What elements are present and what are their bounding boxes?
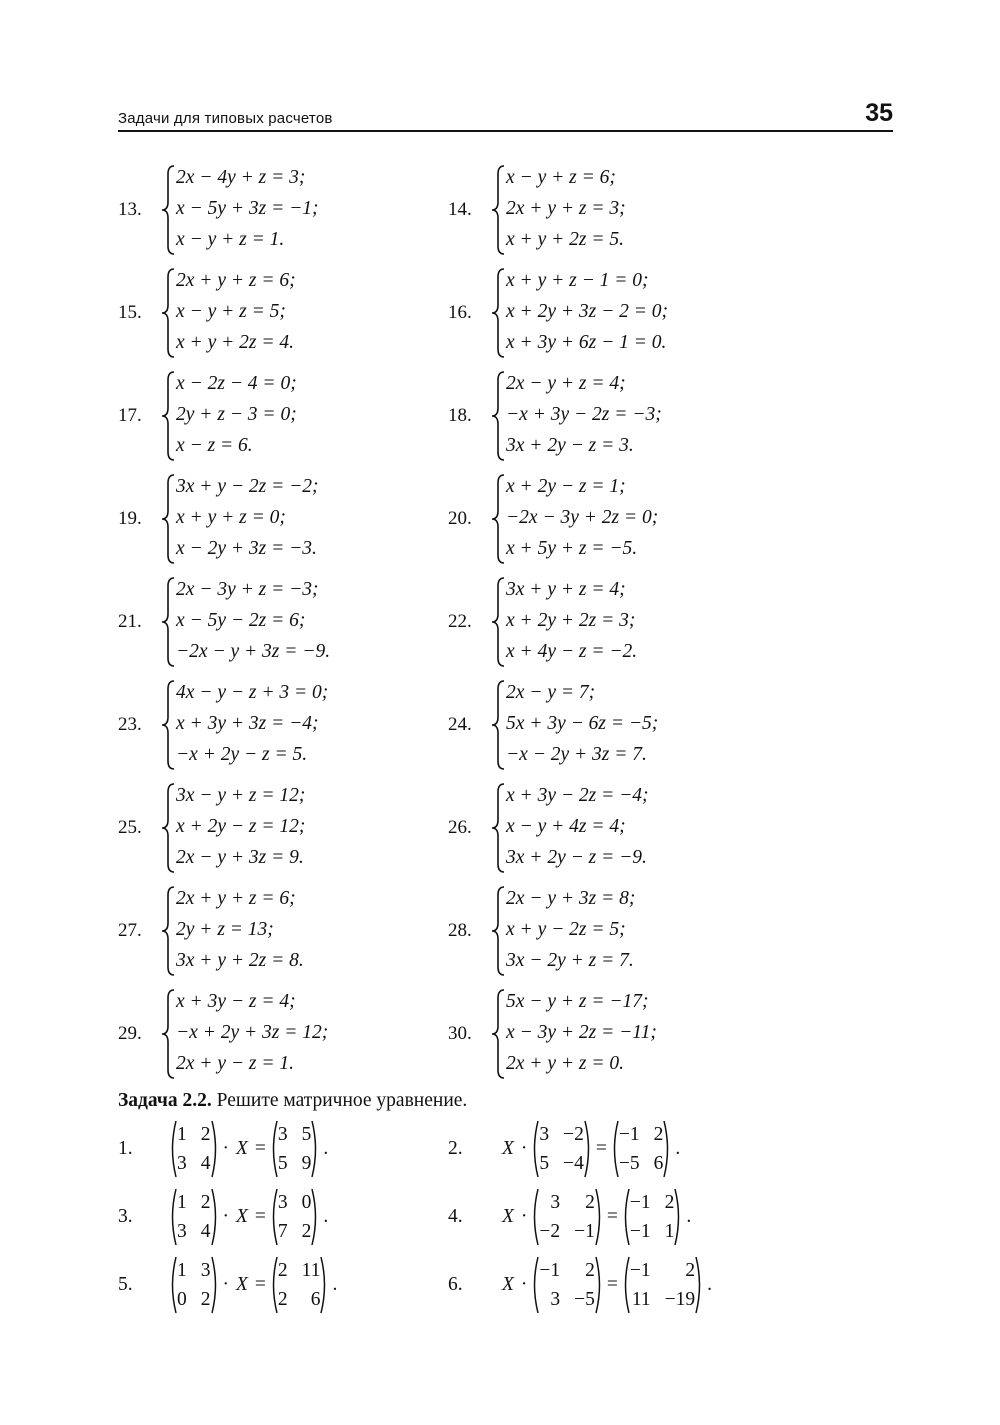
equation-system-13 [118, 162, 438, 258]
equation: 2x − 4y + z = 3; [176, 167, 306, 188]
left-paren-icon [168, 1188, 177, 1246]
problem-number: 1. [118, 1138, 133, 1159]
equations [506, 368, 662, 461]
problem-number: 16. [448, 302, 472, 323]
matrix-cell: 2 [200, 1124, 211, 1145]
right-paren-icon [311, 1188, 320, 1246]
problem-number: 26. [448, 817, 472, 838]
matrix-cell: 2 [277, 1289, 288, 1310]
equation-system-27 [118, 883, 438, 979]
equations [176, 368, 297, 461]
left-brace-icon [160, 473, 176, 565]
matrix-cell: 6 [310, 1289, 321, 1310]
matrix-equation-2 [448, 1118, 683, 1180]
matrix-cell: 2 [200, 1289, 211, 1310]
right-paren-icon [695, 1256, 704, 1314]
matrix-cell: −2 [539, 1221, 561, 1242]
dot-operator: · [520, 1206, 528, 1227]
equation: 2x + y − z = 1. [176, 1053, 294, 1074]
right-paren-icon [584, 1120, 593, 1178]
equation: 3x − y + z = 12; [176, 785, 306, 806]
matrix-cell: 1 [177, 1192, 187, 1213]
matrix-equation-5 [118, 1254, 340, 1316]
matrix-b [621, 1188, 684, 1246]
problem-number: 20. [448, 508, 472, 529]
matrix-cell: 2 [277, 1260, 288, 1281]
left-brace-icon [490, 885, 506, 977]
equation: x + 3y − z = 4; [176, 991, 296, 1012]
equation-system-16 [448, 265, 768, 361]
equation: x − y + z = 1. [176, 229, 285, 250]
matrix-b [621, 1256, 704, 1314]
matrix-a [530, 1120, 593, 1178]
problem-number: 25. [118, 817, 142, 838]
left-paren-icon [530, 1120, 539, 1178]
matrix-cell: 3 [177, 1221, 187, 1242]
header-title: Задачи для типовых расчетов [118, 110, 333, 127]
right-paren-icon [595, 1188, 604, 1246]
equation: 3x + 2y − z = −9. [506, 847, 647, 868]
equation-system-25 [118, 780, 438, 876]
matrix-cell: −1 [574, 1221, 595, 1242]
equation-system-24 [448, 677, 768, 773]
page-header [118, 100, 893, 132]
matrix-cell: 3 [277, 1192, 288, 1213]
problem-number: 4. [448, 1206, 463, 1227]
equation: 3x + y + 2z = 8. [176, 950, 304, 971]
matrix-equation-4 [448, 1186, 694, 1248]
dot-operator: · [222, 1274, 229, 1295]
task-label: Задача 2.2. [118, 1090, 212, 1111]
equation: x − z = 6. [176, 435, 253, 456]
left-brace-icon [160, 164, 176, 256]
equation-system-30 [448, 986, 768, 1082]
equals-sign: = [595, 1138, 607, 1159]
equation: x + y + 2z = 4. [176, 332, 294, 353]
matrix-cell: 9 [301, 1153, 312, 1174]
matrix-a [168, 1120, 220, 1178]
left-brace-icon [160, 370, 176, 462]
equation: 3x + y − 2z = −2; [176, 476, 319, 497]
matrix-cell: 5 [539, 1153, 550, 1174]
equation: 2x − y + z = 4; [506, 373, 626, 394]
problem-number: 21. [118, 611, 142, 632]
matrix-cell: 2 [653, 1124, 664, 1145]
matrix-cell: 5 [277, 1153, 288, 1174]
equation: −x + 3y − 2z = −3; [506, 404, 662, 425]
matrix-a [168, 1188, 220, 1246]
terminal-period: . [675, 1138, 681, 1159]
right-paren-icon [674, 1188, 683, 1246]
matrix-cell: −1 [539, 1260, 561, 1281]
equation: x + 3y + 3z = −4; [176, 713, 319, 734]
left-paren-icon [168, 1120, 177, 1178]
equation: −2x − 3y + 2z = 0; [506, 507, 659, 528]
equation: x + 2y − z = 1; [506, 476, 626, 497]
equation: x + 4y − z = −2. [506, 641, 638, 662]
equation-system-26 [448, 780, 768, 876]
equations [176, 265, 296, 358]
left-paren-icon [621, 1256, 630, 1314]
left-paren-icon [269, 1188, 278, 1246]
matrix-cell: 6 [653, 1153, 664, 1174]
equation: x − y + z = 6; [506, 167, 616, 188]
matrix-cell: −1 [618, 1124, 640, 1145]
equations [506, 677, 658, 770]
terminal-period: . [323, 1138, 329, 1159]
equation: 5x − y + z = −17; [506, 991, 649, 1012]
equation: 2y + z = 13; [176, 919, 274, 940]
equation: x + 2y + 2z = 3; [506, 610, 636, 631]
left-paren-icon [269, 1256, 278, 1314]
right-paren-icon [311, 1120, 320, 1178]
matrix-b [610, 1120, 673, 1178]
equations [176, 986, 328, 1079]
matrix-cell: 5 [301, 1124, 312, 1145]
right-paren-icon [211, 1120, 220, 1178]
terminal-period: . [686, 1206, 692, 1227]
dot-operator: · [222, 1138, 229, 1159]
equation-system-28 [448, 883, 768, 979]
unknown-x: X [502, 1206, 514, 1227]
equation-system-20 [448, 471, 768, 567]
matrix-equation-3 [118, 1186, 331, 1248]
left-paren-icon [610, 1120, 619, 1178]
unknown-x: X [502, 1274, 514, 1295]
matrix-a [168, 1256, 220, 1314]
left-paren-icon [168, 1256, 177, 1314]
terminal-period: . [707, 1274, 713, 1295]
equation-system-23 [118, 677, 438, 773]
matrix-cell: 2 [585, 1260, 595, 1281]
matrix-cell: 7 [277, 1221, 288, 1242]
equations [176, 677, 328, 770]
matrix-equation-1 [118, 1118, 331, 1180]
problem-number: 15. [118, 302, 142, 323]
problem-number: 18. [448, 405, 472, 426]
matrix-cell: 3 [550, 1192, 561, 1213]
matrix-cell: −1 [629, 1221, 651, 1242]
problem-number: 19. [118, 508, 142, 529]
equation: 5x + 3y − 6z = −5; [506, 713, 659, 734]
matrix-cell: 0 [301, 1192, 312, 1213]
matrix-cell: 2 [664, 1192, 675, 1213]
terminal-period: . [323, 1206, 329, 1227]
matrix-a [530, 1256, 604, 1314]
matrix-cell: 2 [685, 1260, 696, 1281]
equation: 3x − 2y + z = 7. [506, 950, 634, 971]
equals-sign: = [254, 1274, 266, 1295]
left-brace-icon [490, 473, 506, 565]
equation: x − y + z = 5; [176, 301, 286, 322]
task-text: Решите матричное уравнение. [216, 1090, 468, 1111]
matrix-cell: 1 [177, 1124, 187, 1145]
matrix-b [269, 1256, 330, 1314]
equation: x + y + z = 0; [176, 507, 286, 528]
matrix-cell: 3 [177, 1153, 187, 1174]
matrix-cell: 1 [177, 1260, 187, 1281]
left-brace-icon [490, 370, 506, 462]
left-paren-icon [530, 1256, 539, 1314]
right-paren-icon [211, 1188, 220, 1246]
unknown-x: X [502, 1138, 514, 1159]
equations [506, 265, 668, 358]
left-brace-icon [160, 679, 176, 771]
equation: 3x + 2y − z = 3. [506, 435, 634, 456]
equation: −2x − y + 3z = −9. [176, 641, 331, 662]
equation: 2x + y + z = 3; [506, 198, 626, 219]
matrix-cell: −5 [574, 1289, 595, 1310]
equation: x − 5y + 3z = −1; [176, 198, 319, 219]
matrix-cell: −1 [629, 1260, 651, 1281]
equation: x + 3y + 6z − 1 = 0. [506, 332, 667, 353]
equation-system-22 [448, 574, 768, 670]
equation: x − 5y − 2z = 6; [176, 610, 306, 631]
matrix-b [269, 1120, 321, 1178]
right-paren-icon [663, 1120, 672, 1178]
equation-system-29 [118, 986, 438, 1082]
equations [176, 471, 319, 564]
problem-number: 14. [448, 199, 472, 220]
problem-number: 13. [118, 199, 142, 220]
equation: 2x + y + z = 6; [176, 888, 296, 909]
problem-number: 6. [448, 1274, 463, 1295]
matrix-equation-6 [448, 1254, 715, 1316]
equation: −x + 2y − z = 5. [176, 744, 308, 765]
equation-system-14 [448, 162, 768, 258]
equation-system-19 [118, 471, 438, 567]
problem-number: 29. [118, 1023, 142, 1044]
problem-number: 30. [448, 1023, 472, 1044]
equation: x − 2z − 4 = 0; [176, 373, 297, 394]
matrix-cell: 2 [585, 1192, 595, 1213]
left-brace-icon [160, 267, 176, 359]
problem-number: 27. [118, 920, 142, 941]
matrix-cell: 3 [550, 1289, 561, 1310]
left-brace-icon [160, 782, 176, 874]
matrix-a [530, 1188, 604, 1246]
left-brace-icon [490, 576, 506, 668]
problem-number: 24. [448, 714, 472, 735]
unknown-x: X [236, 1206, 248, 1227]
matrix-cell: −4 [563, 1153, 584, 1174]
problem-number: 22. [448, 611, 472, 632]
left-brace-icon [490, 267, 506, 359]
equations [506, 986, 657, 1079]
equation: 2y + z − 3 = 0; [176, 404, 297, 425]
left-paren-icon [530, 1188, 539, 1246]
equals-sign: = [254, 1138, 266, 1159]
dot-operator: · [520, 1274, 528, 1295]
right-paren-icon [320, 1256, 329, 1314]
matrix-cell: −5 [618, 1153, 640, 1174]
dot-operator: · [222, 1206, 229, 1227]
left-brace-icon [490, 782, 506, 874]
matrix-cell: −2 [563, 1124, 584, 1145]
problem-number: 3. [118, 1206, 133, 1227]
equation: x − 2y + 3z = −3. [176, 538, 317, 559]
matrix-cell: 2 [301, 1221, 312, 1242]
equation-system-21 [118, 574, 438, 670]
equations [176, 780, 305, 873]
right-paren-icon [595, 1256, 604, 1314]
left-paren-icon [269, 1120, 278, 1178]
left-brace-icon [160, 576, 176, 668]
left-brace-icon [490, 164, 506, 256]
equation: 2x + y + z = 6; [176, 270, 296, 291]
equation: x − 3y + 2z = −11; [506, 1022, 657, 1043]
equation: 3x + y + z = 4; [506, 579, 626, 600]
equation: 2x − 3y + z = −3; [176, 579, 319, 600]
equation-system-15 [118, 265, 438, 361]
equation: 2x + y + z = 0. [506, 1053, 624, 1074]
equation: −x + 2y + 3z = 12; [176, 1022, 329, 1043]
equals-sign: = [606, 1274, 618, 1295]
matrix-cell: 1 [664, 1221, 675, 1242]
equation: x + 2y − z = 12; [176, 816, 306, 837]
equations [506, 574, 637, 667]
equation: −x − 2y + 3z = 7. [506, 744, 647, 765]
equations [176, 574, 330, 667]
equations [176, 162, 319, 255]
equation: x + 5y + z = −5. [506, 538, 638, 559]
equation: x + 2y + 3z − 2 = 0; [506, 301, 669, 322]
matrix-cell: 11 [301, 1260, 321, 1281]
left-brace-icon [490, 988, 506, 1080]
matrix-cell: 2 [200, 1192, 211, 1213]
equations [506, 471, 658, 564]
equation: 2x − y = 7; [506, 682, 596, 703]
matrix-cell: −1 [629, 1192, 651, 1213]
equation: x + 3y − 2z = −4; [506, 785, 649, 806]
unknown-x: X [236, 1274, 248, 1295]
equation: x + y + z − 1 = 0; [506, 270, 649, 291]
problem-number: 17. [118, 405, 142, 426]
equations [176, 883, 304, 976]
equation: 4x − y − z + 3 = 0; [176, 682, 329, 703]
equations [506, 780, 649, 873]
page-number: 35 [865, 99, 893, 127]
equals-sign: = [606, 1206, 618, 1227]
matrix-cell: 4 [200, 1221, 211, 1242]
problem-number: 2. [448, 1138, 463, 1159]
equation: 2x − y + 3z = 9. [176, 847, 304, 868]
equation: x − y + 4z = 4; [506, 816, 626, 837]
equation: x + y + 2z = 5. [506, 229, 624, 250]
left-brace-icon [490, 679, 506, 771]
equation-system-18 [448, 368, 768, 464]
equations [506, 162, 626, 255]
matrix-cell: −19 [664, 1289, 696, 1310]
equation: 2x − y + 3z = 8; [506, 888, 636, 909]
dot-operator: · [520, 1138, 528, 1159]
matrix-cell: 3 [200, 1260, 211, 1281]
matrix-cell: 11 [631, 1289, 651, 1310]
left-brace-icon [160, 885, 176, 977]
task-heading [118, 1090, 467, 1112]
right-paren-icon [211, 1256, 220, 1314]
equals-sign: = [254, 1206, 266, 1227]
unknown-x: X [236, 1138, 248, 1159]
problem-number: 23. [118, 714, 142, 735]
matrix-cell: 3 [277, 1124, 288, 1145]
matrix-cell: 4 [200, 1153, 211, 1174]
matrix-cell: 0 [177, 1289, 187, 1310]
equation: x + y − 2z = 5; [506, 919, 626, 940]
problem-number: 28. [448, 920, 472, 941]
problem-number: 5. [118, 1274, 133, 1295]
matrix-cell: 3 [539, 1124, 550, 1145]
left-brace-icon [160, 988, 176, 1080]
matrix-b [269, 1188, 321, 1246]
equation-system-17 [118, 368, 438, 464]
terminal-period: . [332, 1274, 338, 1295]
equations [506, 883, 635, 976]
left-paren-icon [621, 1188, 630, 1246]
